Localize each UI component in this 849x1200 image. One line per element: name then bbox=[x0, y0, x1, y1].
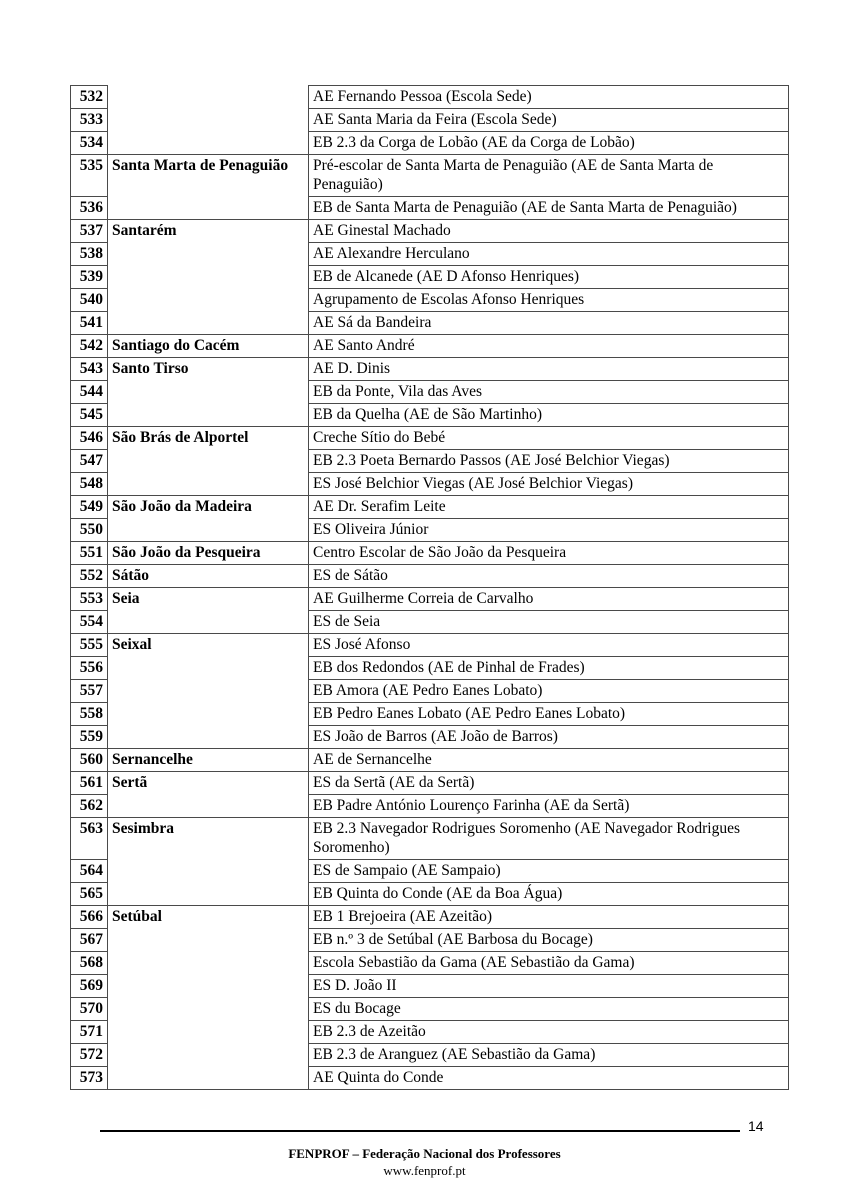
municipality-cell bbox=[108, 795, 309, 818]
table-row bbox=[71, 109, 789, 132]
table-row bbox=[71, 243, 789, 266]
school-cell: EB 2.3 Navegador Rodrigues Soromenho (AE Navegador Rodrigues Soromenho) bbox=[309, 818, 789, 860]
row-number: 550 bbox=[71, 519, 108, 542]
table-row bbox=[71, 155, 789, 197]
municipality-cell: Seia bbox=[108, 588, 309, 611]
municipality-cell: Santa Marta de Penaguião bbox=[108, 155, 309, 197]
municipality-cell: São João da Pesqueira bbox=[108, 542, 309, 565]
row-number: 558 bbox=[71, 703, 108, 726]
table-row bbox=[71, 335, 789, 358]
row-number: 535 bbox=[71, 155, 108, 197]
school-cell: ES Oliveira Júnior bbox=[309, 519, 789, 542]
school-cell: AE D. Dinis bbox=[309, 358, 789, 381]
school-cell: EB de Santa Marta de Penaguião (AE de Santa Marta de Penaguião) bbox=[309, 197, 789, 220]
municipality-cell: Santiago do Cacém bbox=[108, 335, 309, 358]
school-cell: ES de Sátão bbox=[309, 565, 789, 588]
table-row bbox=[71, 473, 789, 496]
school-cell: Pré-escolar de Santa Marta de Penaguião (AE de Santa Marta de Penaguião) bbox=[309, 155, 789, 197]
table-row bbox=[71, 427, 789, 450]
page-number: 14 bbox=[748, 1118, 764, 1134]
school-cell: ES José Afonso bbox=[309, 634, 789, 657]
row-number: 544 bbox=[71, 381, 108, 404]
table-row bbox=[71, 1021, 789, 1044]
school-cell: ES José Belchior Viegas (AE José Belchior Viegas) bbox=[309, 473, 789, 496]
municipality-cell bbox=[108, 703, 309, 726]
table-row bbox=[71, 703, 789, 726]
school-cell: ES da Sertã (AE da Sertã) bbox=[309, 772, 789, 795]
municipality-cell: Sertã bbox=[108, 772, 309, 795]
school-cell: ES João de Barros (AE João de Barros) bbox=[309, 726, 789, 749]
municipality-cell bbox=[108, 109, 309, 132]
school-cell: ES de Seia bbox=[309, 611, 789, 634]
municipality-cell bbox=[108, 883, 309, 906]
municipality-cell bbox=[108, 860, 309, 883]
municipality-cell bbox=[108, 998, 309, 1021]
municipality-cell bbox=[108, 289, 309, 312]
school-cell: EB 2.3 de Azeitão bbox=[309, 1021, 789, 1044]
row-number: 547 bbox=[71, 450, 108, 473]
row-number: 570 bbox=[71, 998, 108, 1021]
municipality-cell bbox=[108, 975, 309, 998]
table-row bbox=[71, 1044, 789, 1067]
row-number: 539 bbox=[71, 266, 108, 289]
school-cell: EB dos Redondos (AE de Pinhal de Frades) bbox=[309, 657, 789, 680]
school-cell: AE Santo André bbox=[309, 335, 789, 358]
row-number: 560 bbox=[71, 749, 108, 772]
table-row bbox=[71, 749, 789, 772]
row-number: 551 bbox=[71, 542, 108, 565]
municipality-cell bbox=[108, 197, 309, 220]
row-number: 562 bbox=[71, 795, 108, 818]
table-row bbox=[71, 818, 789, 860]
row-number: 567 bbox=[71, 929, 108, 952]
row-number: 534 bbox=[71, 132, 108, 155]
municipality-cell bbox=[108, 473, 309, 496]
row-number: 553 bbox=[71, 588, 108, 611]
row-number: 559 bbox=[71, 726, 108, 749]
school-cell: EB 1 Brejoeira (AE Azeitão) bbox=[309, 906, 789, 929]
municipality-cell bbox=[108, 611, 309, 634]
table-row bbox=[71, 358, 789, 381]
footer-divider bbox=[100, 1130, 740, 1132]
municipality-cell: Setúbal bbox=[108, 906, 309, 929]
school-cell: EB 2.3 Poeta Bernardo Passos (AE José Belchior Viegas) bbox=[309, 450, 789, 473]
municipality-cell: Santarém bbox=[108, 220, 309, 243]
municipality-cell bbox=[108, 243, 309, 266]
row-number: 552 bbox=[71, 565, 108, 588]
municipality-cell bbox=[108, 450, 309, 473]
row-number: 533 bbox=[71, 109, 108, 132]
school-cell: EB de Alcanede (AE D Afonso Henriques) bbox=[309, 266, 789, 289]
municipality-cell: Sátão bbox=[108, 565, 309, 588]
schools-table bbox=[70, 85, 789, 1090]
row-number: 542 bbox=[71, 335, 108, 358]
municipality-cell: São Brás de Alportel bbox=[108, 427, 309, 450]
table-row bbox=[71, 266, 789, 289]
school-cell: EB da Quelha (AE de São Martinho) bbox=[309, 404, 789, 427]
school-cell: Creche Sítio do Bebé bbox=[309, 427, 789, 450]
school-cell: Escola Sebastião da Gama (AE Sebastião da Gama) bbox=[309, 952, 789, 975]
row-number: 569 bbox=[71, 975, 108, 998]
table-row bbox=[71, 952, 789, 975]
row-number: 572 bbox=[71, 1044, 108, 1067]
table-row bbox=[71, 312, 789, 335]
row-number: 538 bbox=[71, 243, 108, 266]
row-number: 543 bbox=[71, 358, 108, 381]
municipality-cell bbox=[108, 680, 309, 703]
municipality-cell bbox=[108, 952, 309, 975]
table-row bbox=[71, 975, 789, 998]
school-cell: EB 2.3 da Corga de Lobão (AE da Corga de Lobão) bbox=[309, 132, 789, 155]
table-row bbox=[71, 772, 789, 795]
municipality-cell bbox=[108, 132, 309, 155]
table-row bbox=[71, 657, 789, 680]
table-row bbox=[71, 883, 789, 906]
row-number: 537 bbox=[71, 220, 108, 243]
school-cell: EB da Ponte, Vila das Aves bbox=[309, 381, 789, 404]
row-number: 571 bbox=[71, 1021, 108, 1044]
table-row bbox=[71, 565, 789, 588]
table-row bbox=[71, 542, 789, 565]
table-row bbox=[71, 634, 789, 657]
table-row bbox=[71, 404, 789, 427]
schools-table-body bbox=[71, 86, 789, 1090]
row-number: 563 bbox=[71, 818, 108, 860]
school-cell: EB Amora (AE Pedro Eanes Lobato) bbox=[309, 680, 789, 703]
school-cell: EB Pedro Eanes Lobato (AE Pedro Eanes Lobato) bbox=[309, 703, 789, 726]
school-cell: Agrupamento de Escolas Afonso Henriques bbox=[309, 289, 789, 312]
school-cell: AE Alexandre Herculano bbox=[309, 243, 789, 266]
school-cell: Centro Escolar de São João da Pesqueira bbox=[309, 542, 789, 565]
municipality-cell bbox=[108, 1067, 309, 1090]
row-number: 568 bbox=[71, 952, 108, 975]
municipality-cell bbox=[108, 404, 309, 427]
school-cell: AE Santa Maria da Feira (Escola Sede) bbox=[309, 109, 789, 132]
school-cell: AE Guilherme Correia de Carvalho bbox=[309, 588, 789, 611]
footer-website: www.fenprof.pt bbox=[383, 1163, 466, 1178]
row-number: 548 bbox=[71, 473, 108, 496]
table-row bbox=[71, 220, 789, 243]
row-number: 549 bbox=[71, 496, 108, 519]
municipality-cell bbox=[108, 381, 309, 404]
municipality-cell: Sesimbra bbox=[108, 818, 309, 860]
municipality-cell bbox=[108, 726, 309, 749]
row-number: 561 bbox=[71, 772, 108, 795]
school-cell: ES de Sampaio (AE Sampaio) bbox=[309, 860, 789, 883]
row-number: 555 bbox=[71, 634, 108, 657]
row-number: 573 bbox=[71, 1067, 108, 1090]
row-number: 566 bbox=[71, 906, 108, 929]
table-row bbox=[71, 726, 789, 749]
school-cell: EB Padre António Lourenço Farinha (AE da Sertã) bbox=[309, 795, 789, 818]
school-cell: AE Sá da Bandeira bbox=[309, 312, 789, 335]
row-number: 545 bbox=[71, 404, 108, 427]
row-number: 536 bbox=[71, 197, 108, 220]
row-number: 556 bbox=[71, 657, 108, 680]
table-row bbox=[71, 289, 789, 312]
municipality-cell bbox=[108, 266, 309, 289]
school-cell: ES D. João II bbox=[309, 975, 789, 998]
table-row bbox=[71, 1067, 789, 1090]
table-row bbox=[71, 496, 789, 519]
table-row bbox=[71, 86, 789, 109]
municipality-cell bbox=[108, 1021, 309, 1044]
school-cell: EB n.º 3 de Setúbal (AE Barbosa du Bocage) bbox=[309, 929, 789, 952]
municipality-cell bbox=[108, 519, 309, 542]
municipality-cell: Seixal bbox=[108, 634, 309, 657]
row-number: 540 bbox=[71, 289, 108, 312]
school-cell: AE Quinta do Conde bbox=[309, 1067, 789, 1090]
school-cell: EB 2.3 de Aranguez (AE Sebastião da Gama) bbox=[309, 1044, 789, 1067]
row-number: 564 bbox=[71, 860, 108, 883]
table-row bbox=[71, 197, 789, 220]
table-row bbox=[71, 795, 789, 818]
municipality-cell bbox=[108, 1044, 309, 1067]
municipality-cell: São João da Madeira bbox=[108, 496, 309, 519]
school-cell: AE Fernando Pessoa (Escola Sede) bbox=[309, 86, 789, 109]
municipality-cell bbox=[108, 312, 309, 335]
school-cell: EB Quinta do Conde (AE da Boa Água) bbox=[309, 883, 789, 906]
table-row bbox=[71, 611, 789, 634]
table-row bbox=[71, 588, 789, 611]
school-cell: AE Ginestal Machado bbox=[309, 220, 789, 243]
row-number: 557 bbox=[71, 680, 108, 703]
row-number: 546 bbox=[71, 427, 108, 450]
table-row bbox=[71, 381, 789, 404]
table-row bbox=[71, 519, 789, 542]
footer-organization: FENPROF – Federação Nacional dos Professores bbox=[288, 1146, 561, 1161]
municipality-cell: Sernancelhe bbox=[108, 749, 309, 772]
table-row bbox=[71, 132, 789, 155]
table-row bbox=[71, 929, 789, 952]
municipality-cell: Santo Tirso bbox=[108, 358, 309, 381]
table-row bbox=[71, 906, 789, 929]
row-number: 532 bbox=[71, 86, 108, 109]
municipality-cell bbox=[108, 86, 309, 109]
table-row bbox=[71, 998, 789, 1021]
row-number: 565 bbox=[71, 883, 108, 906]
row-number: 541 bbox=[71, 312, 108, 335]
school-cell: AE Dr. Serafim Leite bbox=[309, 496, 789, 519]
school-cell: ES du Bocage bbox=[309, 998, 789, 1021]
table-row bbox=[71, 680, 789, 703]
table-row bbox=[71, 450, 789, 473]
table-row bbox=[71, 860, 789, 883]
municipality-cell bbox=[108, 929, 309, 952]
row-number: 554 bbox=[71, 611, 108, 634]
school-cell: AE de Sernancelhe bbox=[309, 749, 789, 772]
municipality-cell bbox=[108, 657, 309, 680]
